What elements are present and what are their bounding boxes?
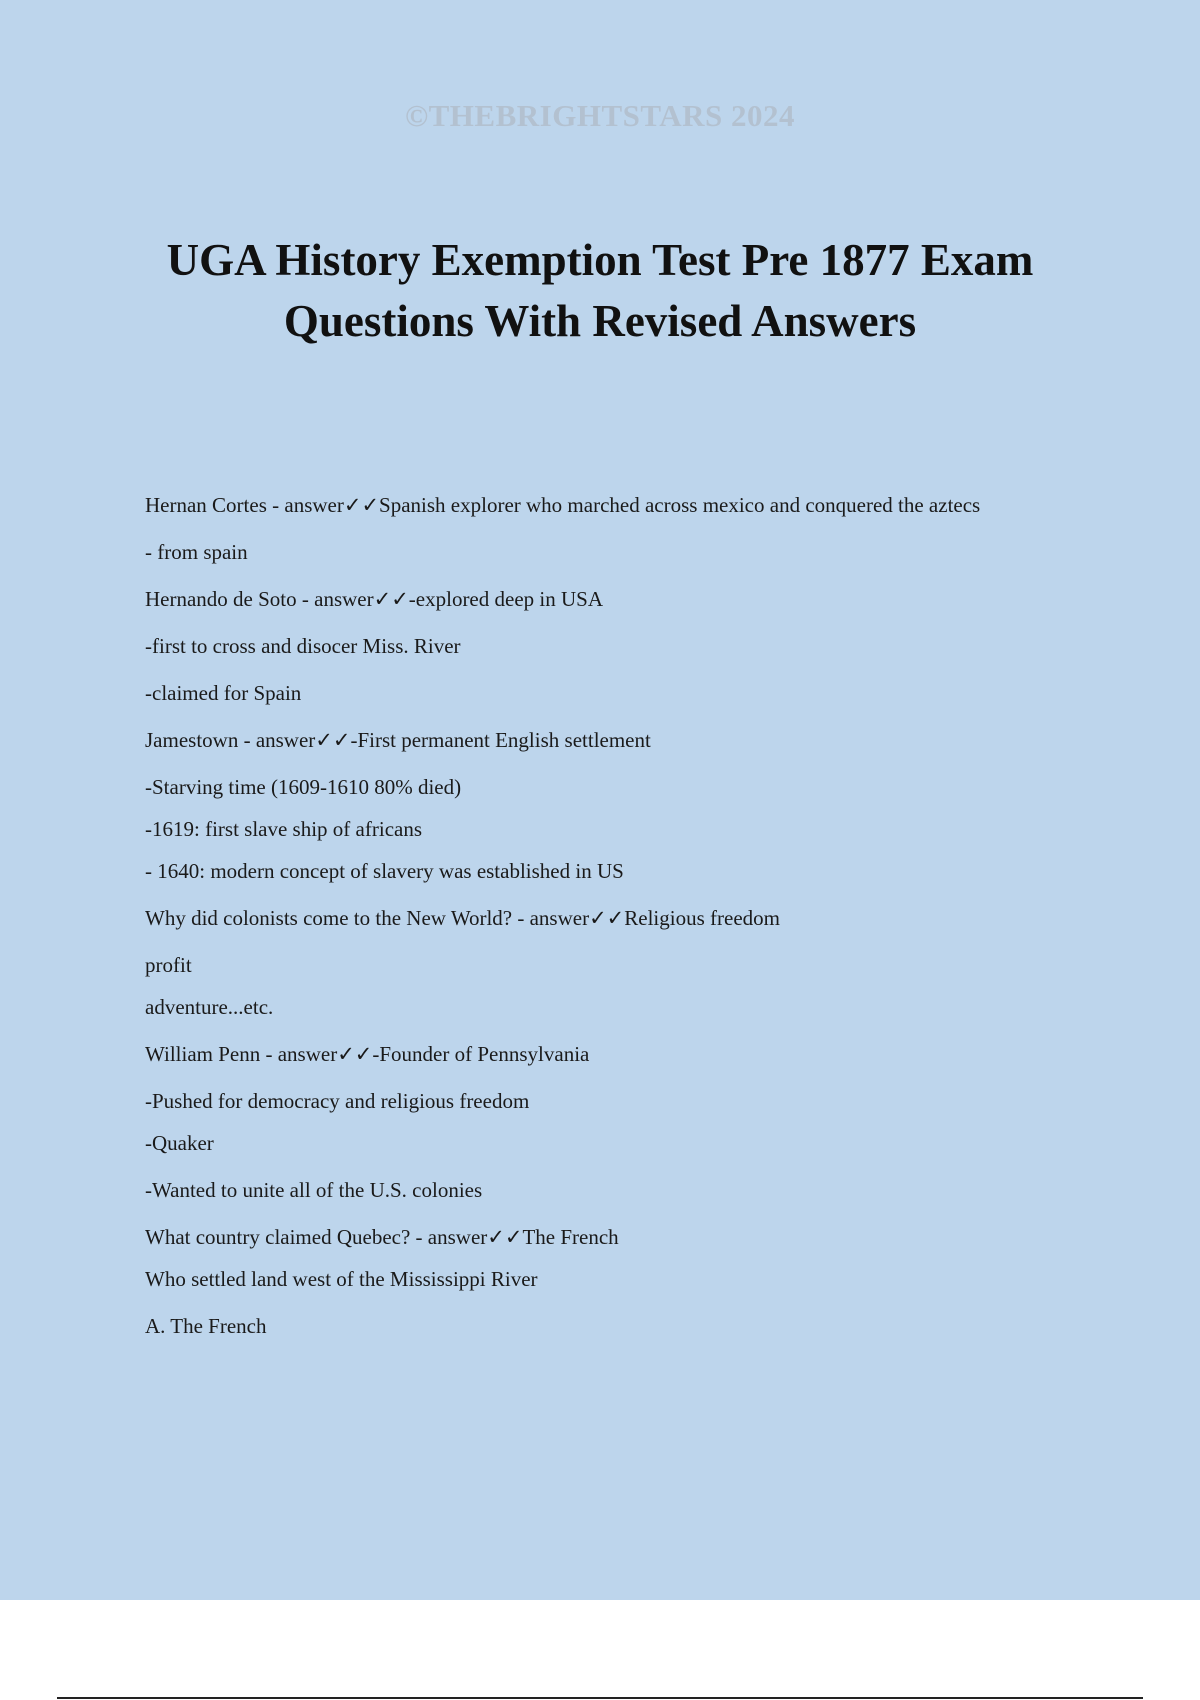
text-line: profit — [145, 953, 192, 977]
document-body — [145, 490, 1065, 1358]
text-line: - 1640: modern concept of slavery was established in US — [145, 859, 624, 883]
text-line: -Starving time (1609-1610 80% died) — [145, 775, 462, 799]
watermark: ©THEBRIGHTSTARS 2024 — [404, 98, 796, 133]
document-title: UGA History Exemption Test Pre 1877 Exam Questions With Revised Answers — [166, 235, 1034, 346]
text-line: Who settled land west of the Mississippi River — [145, 1267, 538, 1291]
text-line: William Penn - answer✓✓-Founder of Pennsylvania — [145, 1042, 590, 1066]
text-line: Hernan Cortes - answer✓✓Spanish explorer who marched across mexico and conquered the aztecs — [145, 493, 981, 517]
text-line: -Quaker — [145, 1131, 214, 1155]
text-line: Hernando de Soto - answer✓✓-explored deep in USA — [145, 587, 603, 611]
text-line: - from spain — [145, 540, 248, 564]
footer-rule — [57, 1697, 1143, 1699]
text-line: -Wanted to unite all of the U.S. colonies — [145, 1178, 483, 1202]
text-line: -first to cross and disocer Miss. River — [145, 634, 461, 658]
text-line: Why did colonists come to the New World? - answer✓✓Religious freedom — [145, 906, 780, 930]
text-line: A. The French — [145, 1314, 267, 1338]
text-line: -claimed for Spain — [145, 681, 302, 705]
text-line: Jamestown - answer✓✓-First permanent English settlement — [145, 728, 651, 752]
text-line: adventure...etc. — [145, 995, 274, 1019]
text-line: What country claimed Quebec? - answer✓✓The French — [145, 1225, 619, 1249]
text-line: -1619: first slave ship of africans — [145, 817, 423, 841]
text-line: -Pushed for democracy and religious freedom — [145, 1089, 530, 1113]
